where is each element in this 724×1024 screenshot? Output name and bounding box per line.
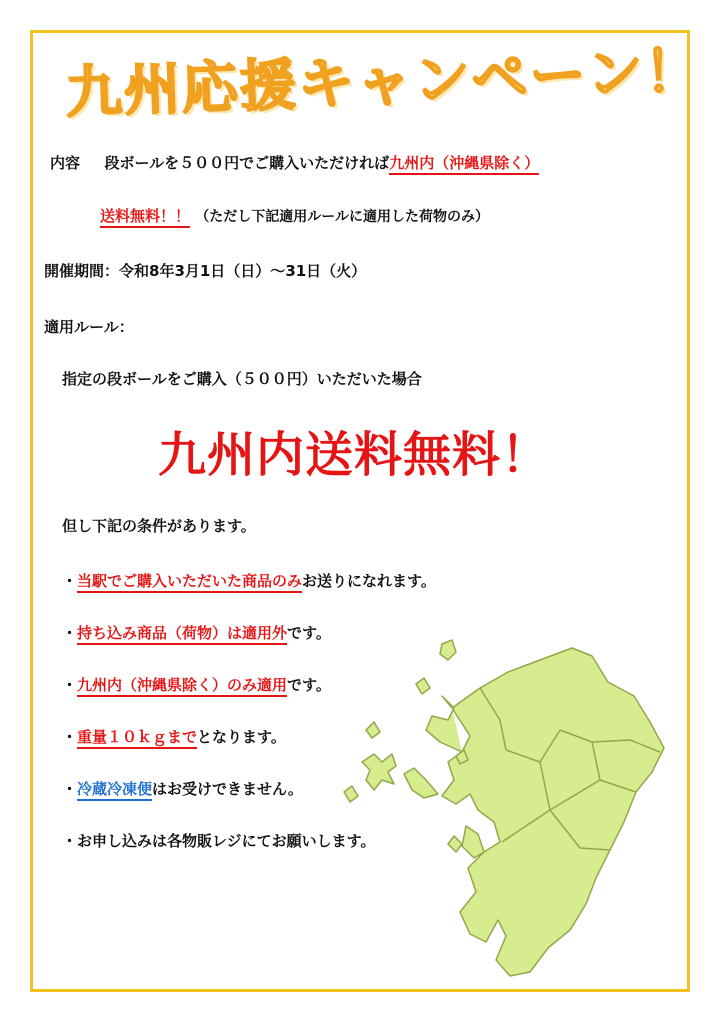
- condition-item: [62, 622, 331, 643]
- condition-item: [62, 570, 436, 591]
- region-highlight: 九州内（沖縄県除く）: [389, 154, 539, 175]
- campaign-title: 九州応援キャンペーン！: [64, 38, 704, 126]
- rule-text: 指定の段ボールをご購入（５００円）いただいた場合: [62, 370, 422, 388]
- condition-highlight: 九州内（沖縄県除く）のみ適用: [77, 676, 287, 697]
- condition-item: [62, 778, 303, 799]
- content-line: [50, 152, 539, 173]
- kyushu-map-icon: [330, 630, 690, 990]
- bullet-mark: ・: [62, 780, 78, 798]
- free-shipping-line: [100, 205, 489, 226]
- condition-text: はお受けできません。: [152, 780, 303, 798]
- condition-highlight: 冷蔵冷凍便: [77, 780, 152, 801]
- bullet-mark: ・: [62, 572, 78, 590]
- condition-text: です。: [287, 624, 331, 642]
- condition-text: お申し込みは各物販レジにてお願いします。: [77, 832, 376, 850]
- bullet-mark: ・: [62, 728, 78, 746]
- free-shipping-note: （ただし下記適用ルールに適用した荷物のみ）: [195, 209, 489, 225]
- content-text: 段ボールを５００円でご購入いただければ: [104, 154, 390, 172]
- bullet-mark: ・: [62, 676, 78, 694]
- conditions-intro: 但し下記の条件があります。: [62, 517, 256, 535]
- content-label: 内容: [50, 154, 81, 172]
- period-text: 開催期間：令和8年3月1日（日）～31日（火）: [44, 262, 367, 280]
- bullet-mark: ・: [62, 832, 78, 850]
- condition-item: [62, 830, 375, 851]
- free-shipping-highlight: 送料無料！！: [100, 207, 190, 228]
- condition-text: となります。: [197, 728, 286, 746]
- rule-label: 適用ルール：: [44, 318, 134, 336]
- condition-highlight: 持ち込み商品（荷物）は適用外: [77, 624, 287, 645]
- condition-text: です。: [287, 676, 331, 694]
- condition-highlight: 重量１０ｋｇまで: [77, 728, 197, 749]
- condition-text: お送りになれます。: [302, 572, 436, 590]
- condition-highlight: 当駅でご購入いただいた商品のみ: [77, 572, 302, 593]
- condition-item: [62, 674, 331, 695]
- condition-item: [62, 726, 286, 747]
- headline: 九州内送料無料！: [158, 427, 551, 483]
- bullet-mark: ・: [62, 624, 78, 642]
